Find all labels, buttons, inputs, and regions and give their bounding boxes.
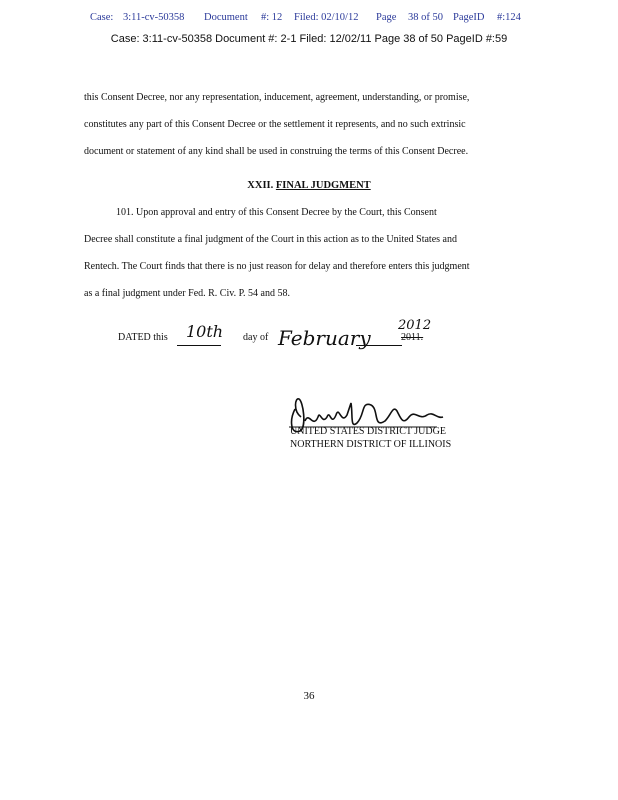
page-range: 38 of 50	[408, 12, 443, 23]
month-underline	[356, 345, 402, 346]
judge-title-line2: NORTHERN DISTRICT OF ILLINOIS	[290, 439, 452, 450]
judge-title-line1: UNITED STATES DISTRICT JUDGE	[290, 426, 446, 437]
text-line: Decree shall constitute a final judgment of the Court in this action as to the United States and	[84, 234, 457, 245]
original-filing-header: Case: 3:11-cv-50358 Document #: 2-1 Filed: 12/02/11 Page 38 of 50 PageID #:59	[110, 33, 508, 45]
dated-label: DATED this	[118, 332, 168, 343]
printed-year: 2011.	[401, 332, 424, 343]
pageid-number: #:124	[497, 12, 521, 23]
day-of-label: day of	[243, 332, 269, 343]
text-line: Rentech. The Court finds that there is no just reason for delay and therefore enters this judgment	[84, 261, 470, 272]
text-line: constitutes any part of this Consent Decree or the settlement it represents, and no such extrinsic	[84, 119, 466, 130]
handwritten-year: 2012	[398, 318, 432, 333]
handwritten-day: 10th	[186, 322, 224, 341]
filed-date: Filed: 02/10/12	[294, 12, 359, 23]
section-number: XXII.	[247, 180, 274, 191]
text-line: 101. Upon approval and entry of this Consent Decree by the Court, this Consent	[116, 207, 437, 218]
handwritten-month: February	[278, 326, 371, 350]
text-line: document or statement of any kind shall be used in construing the terms of this Consent Decree.	[84, 146, 469, 157]
section-title: FINAL JUDGMENT	[275, 180, 371, 191]
text-line: as a final judgment under Fed. R. Civ. P. 54 and 58.	[84, 288, 290, 299]
section-heading	[0, 180, 618, 191]
case-number: 3:11-cv-50358	[123, 12, 185, 23]
doc-number: #: 12	[261, 12, 283, 23]
page-number: 36	[303, 690, 315, 702]
document-label: Document	[204, 12, 248, 23]
pageid-label: PageID	[453, 12, 485, 23]
case-label: Case:	[90, 12, 114, 23]
text-line: this Consent Decree, nor any representation, inducement, agreement, understanding, or promise,	[84, 92, 470, 103]
day-underline	[177, 345, 221, 346]
page-label: Page	[376, 12, 397, 23]
